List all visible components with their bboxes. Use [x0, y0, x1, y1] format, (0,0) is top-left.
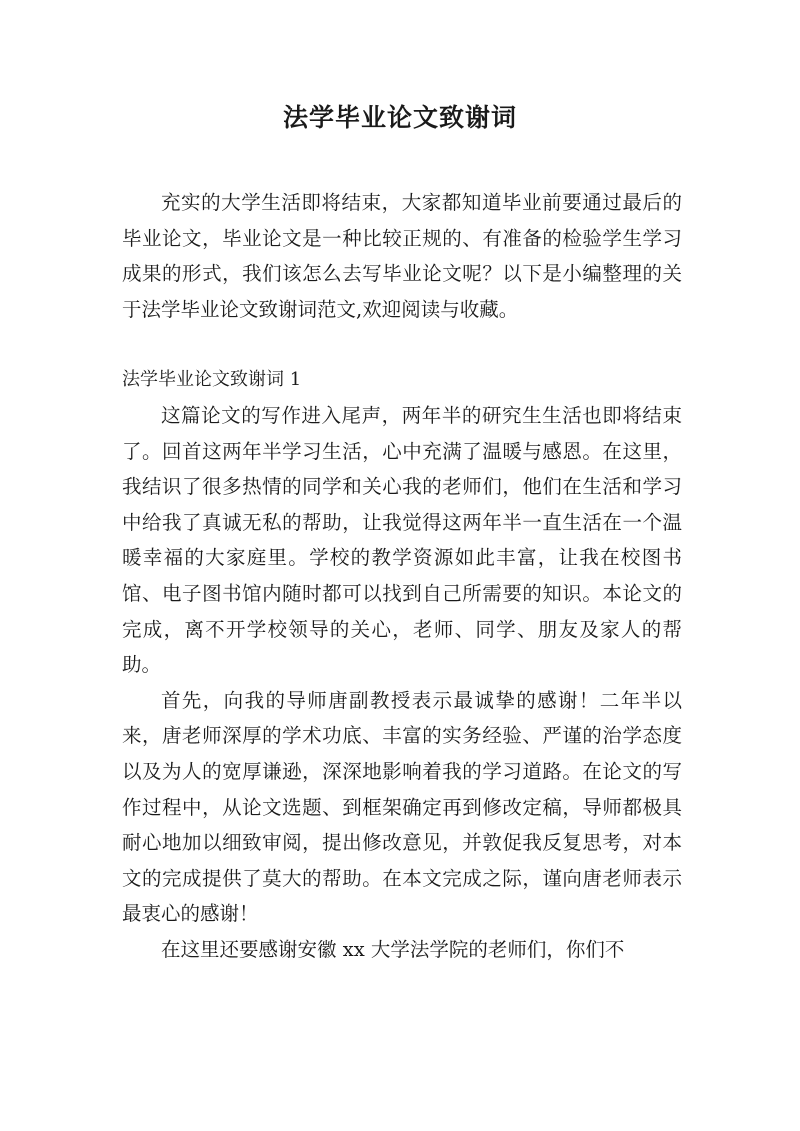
intro-paragraph: 充实的大学生活即将结束，大家都知道毕业前要通过最后的毕业论文，毕业论文是一种比较正规的、有准备的检验学生学习成果的形式，我们该怎么去写毕业论文呢？以下是小编整理的关于法学毕业论文致谢词范文,欢迎阅读与收藏。 — [122, 191, 682, 321]
body-paragraph: 在这里还要感谢安徽 xx 大学法学院的老师们，你们不 — [161, 937, 625, 961]
body-paragraph: 首先，向我的导师唐副教授表示最诚挚的感谢！二年半以来，唐老师深厚的学术功底、丰富的实务经验、严谨的治学态度以及为人的宽厚谦逊，深深地影响着我的学习道路。在论文的写作过程中，从论文选题、到框架确定再到修改定稿，导师都极具耐心地加以细致审阅，提出修改意见，并敦促我反复思考，对本文的完成提供了莫大的帮助。在本文完成之际，谨向唐老师表示最衷心的感谢！ — [122, 688, 682, 926]
section-heading: 法学毕业论文致谢词 1 — [122, 369, 302, 391]
page-title: 法学毕业论文致谢词 — [282, 103, 517, 132]
body-paragraph: 这篇论文的写作进入尾声，两年半的研究生生活也即将结束了。回首这两年半学习生活，心中充满了温暖与感恩。在这里，我结识了很多热情的同学和关心我的老师们，他们在生活和学习中给我了真诚无私的帮助，让我觉得这两年半一直生活在一个温暖幸福的大家庭里。学校的教学资源如此丰富，让我在校图书馆、电子图书馆内随时都可以找到自己所需要的知识。本论文的完成，离不开学校领导的关心，老师、同学、朋友及家人的帮助。 — [122, 403, 682, 677]
document-body — [122, 185, 682, 967]
